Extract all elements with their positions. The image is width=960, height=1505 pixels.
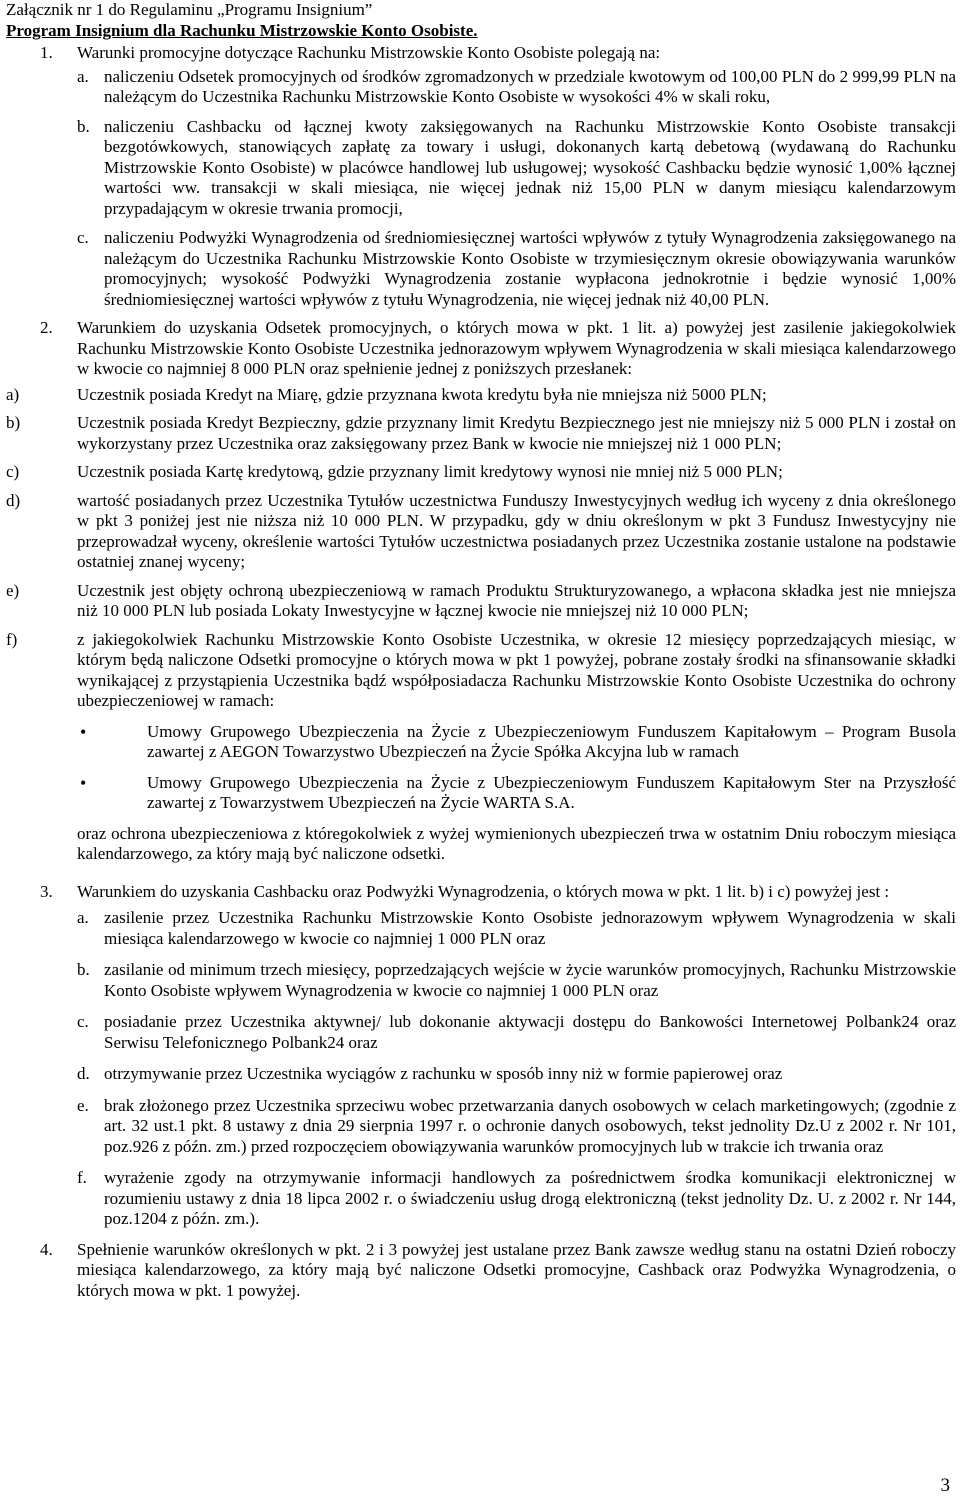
section-text: Warunkiem do uzyskania Cashbacku oraz Podwyżki Wynagrodzenia, o których mowa w pkt. 1 lit. b) i c) powyżej jest : [77,881,890,901]
section-number: 4. [40,1239,53,1259]
bullet-item [77,722,960,763]
item-label: b. [77,116,90,136]
item-label: c. [77,228,89,247]
list-item [77,1168,960,1230]
item-label: f. [77,1168,87,1187]
section-number: 2. [40,318,53,337]
condition-item [6,630,960,712]
item-text: Uczestnik posiada Kredyt Bezpieczny, gdzie przyznany limit Kredytu Bezpiecznego jest nie mniejszy niż 5 000 PLN i został on wykorzystany przez Uczestnika oraz zaksięgowany przez Bank w kwocie nie mniejszej niż 1 000 PLN; [77,413,956,453]
section-4 [6,1240,960,1302]
item-label: b) [6,413,21,432]
item-label: a. [77,66,89,86]
document-header [0,0,960,41]
bullet-icon: • [80,772,87,793]
list-item [77,117,960,220]
item-text: naliczeniu Odsetek promocyjnych od środków zgromadzonych w przedziale kwotowym od 100,00 PLN do 2 999,99 PLN na należącym do Uczestnika Rachunku Mistrzowskie Konto Osobiste w wysokości 4% w skali roku, [104,66,956,106]
item-label: d) [6,490,21,510]
section-number: 3. [40,881,53,901]
item-label: c) [6,462,20,481]
list-item [77,908,960,949]
section-text: Spełnienie warunków określonych w pkt. 2 i 3 powyżej jest ustalane przez Bank zawsze według stanu na ostatni Dzień roboczy miesiąca kalendarzowego, za który mają być naliczone Odsetki promocyjne, Cashback oraz Podwyżka Wynagrodzenia, o których mowa w pkt. 1 powyżej. [77,1239,956,1300]
item-label: b. [77,960,90,979]
section-2 [6,318,960,380]
list-item [77,1012,960,1053]
item-text: posiadanie przez Uczestnika aktywnej/ lub dokonanie aktywacji dostępu do Bankowości Internetowej Polbank24 oraz Serwisu Telefonicznego Polbank24 oraz [104,1012,956,1052]
item-label: a) [6,384,20,404]
item-text: naliczeniu Podwyżki Wynagrodzenia od średniomiesięcznej wartości wpływów z tytuły Wynagrodzenia zaksięgowanego na należącym do Uczestnika Rachunku Mistrzowskie Konto Osobiste w trzymiesięcznym okresie obowiązywania warunków promocyjnych; wysokość Podwyżki Wynagrodzenia zostanie wypłacona jednokrotnie i będzie wynosić 1,00% średniomiesięcznej wartości wpływów z tytułu Wynagrodzenia, nie więcej jednak niż 40,00 PLN. [104,228,956,309]
list-item [77,1096,960,1158]
bullet-text: Umowy Grupowego Ubezpieczenia na Życie z Ubezpieczeniowym Funduszem Kapitałowym Ster na Przyszłość zawartej z Towarzystwem Ubezpieczeń na Życie WARTA S.A. [147,772,956,812]
bullet-icon: • [80,721,87,742]
section-3 [6,882,960,903]
insurance-bullet-list [77,722,960,814]
condition-item [6,581,960,622]
condition-item [6,462,960,483]
condition-item [6,413,960,454]
item-text: brak złożonego przez Uczestnika sprzeciwu wobec przetwarzania danych osobowych w celach marketingowych; (zgodnie z art. 32 ust.1 pkt. 8 ustawy z dnia 29 sierpnia 1997 r. o ochronie danych osobowych, tekst jednolity Dz.U z 2002 r. Nr 101, poz.926 z późn. zm.) przed rozpoczęciem obowiązywania warunków promocyjnych lub w trakcie ich trwania oraz [104,1095,956,1156]
item-text: Uczestnik jest objęty ochroną ubezpieczeniową w ramach Produktu Strukturyzowanego, a wpłacona składka jest nie mniejsza niż 10 000 PLN lub posiada Lokaty Inwestycyjne w łącznej kwocie nie mniejszej niż 10 000 PLN; [77,580,956,620]
list-item [77,960,960,1001]
section-3-list [77,908,960,1230]
item-label: e. [77,1095,89,1115]
section-1 [6,43,960,64]
section-text: Warunkiem do uzyskania Odsetek promocyjnych, o których mowa w pkt. 1 lit. a) powyżej jest zasilenie jakiegokolwiek Rachunku Mistrzowskie Konto Osobiste Uczestnika jednorazowym wpływem Wynagrodzenia w skali miesiąca kalendarzowego w kwocie co najmniej 8 000 PLN oraz spełnienie jednej z poniższych przesłanek: [77,318,956,378]
item-text: wartość posiadanych przez Uczestnika Tytułów uczestnictwa Funduszy Inwestycyjnych według ich wyceny z dnia określonego w pkt 3 poniżej jest nie niższa niż 10 000 PLN. W przypadku, gdy w dniu określonym w pkt 3 Fundusz Inwestycyjny nie przeprowadzał wyceny, określenie wartości Tytułów uczestnictwa posiadanych przez Uczestnika zostanie ustalone na podstawie ostatniej znanej wyceny; [77,490,956,571]
item-label: a. [77,908,89,927]
item-text: wyrażenie zgody na otrzymywanie informacji handlowych za pośrednictwem środka komunikacji elektronicznej w rozumieniu ustawy z dnia 18 lipca 2002 r. o świadczeniu usług drogą elektroniczną (tekst jednolity Dz. U. z 2002 r. Nr 144, poz.1204 z późn. zm.). [104,1168,956,1228]
bullet-item [77,773,960,814]
list-item [77,67,960,108]
section-number: 1. [40,43,53,62]
item-label: f) [6,629,18,649]
item-label: d. [77,1064,90,1083]
item-text: otrzymywanie przez Uczestnika wyciągów z rachunku w sposób inny niż w formie papierowej oraz [104,1064,783,1083]
list-item [77,1064,960,1085]
item-text: Uczestnik posiada Kredyt na Miarę, gdzie przyznana kwota kredytu była nie mniejsza niż 5000 PLN; [77,384,767,404]
section-text: Warunki promocyjne dotyczące Rachunku Mistrzowskie Konto Osobiste polegają na: [77,43,661,62]
item-text: Uczestnik posiada Kartę kredytową, gdzie przyznany limit kredytowy wynosi nie mniej niż 5 000 PLN; [77,462,783,481]
item-label: e) [6,580,20,600]
item-text: naliczeniu Cashbacku od łącznej kwoty zaksięgowanych na Rachunku Mistrzowskie Konto Osobiste transakcji bezgotówkowych, stanowiących zapłatę za towary i usługi, dokonanych kartą debetową (wydawaną do Rachunku Mistrzowskie Konto Osobiste) w placówce handlowej lub usługowej; wysokość Cashbacku będzie wynosić 1,00% łącznej wartości ww. transakcji w skali miesiąca, nie więcej jednak niż 15,00 PLN w danym miesiącu kalendarzowym przypadającym w okresie trwania promocji, [104,116,956,218]
page-number: 3 [940,1475,950,1496]
condition-item [6,385,960,406]
insurance-closing-text: oraz ochrona ubezpieczeniowa z któregokolwiek z wyżej wymienionych ubezpieczeń trwa w ostatnim Dniu roboczym miesiąca kalendarzowego, za który mają być naliczone odsetki. [77,823,956,863]
bullet-text: Umowy Grupowego Ubezpieczenia na Życie z Ubezpieczeniowym Funduszem Kapitałowym – Program Busola zawartej z AEGON Towarzystwo Ubezpieczeń na Życie Spółka Akcyjna lub w ramach [147,721,956,761]
section-1-list [77,67,960,311]
program-title: Program Insignium dla Rachunku Mistrzowskie Konto Osobiste. [6,20,478,40]
item-text: z jakiegokolwiek Rachunku Mistrzowskie Konto Osobiste Uczestnika, w okresie 12 miesięcy poprzedzających miesiąc, w którym będą naliczone Odsetki promocyjne o których mowa w pkt 1 powyżej, pobrane zostały środki na sfinansowanie składki wynikającej z przystąpienia Uczestnika bądź współposiadacza Rachunku Mistrzowskie Konto Osobiste Uczestnika do ochrony ubezpieczeniowej w ramach: [77,629,956,710]
list-item [77,228,960,310]
section-2-conditions [0,385,960,712]
item-text: zasilanie od minimum trzech miesięcy, poprzedzających wejście w życie warunków promocyjnych, Rachunku Mistrzowskie Konto Osobiste wpływem Wynagrodzenia w kwocie co najmniej 1 000 PLN oraz [104,960,956,1000]
item-label: c. [77,1012,89,1031]
condition-item [6,491,960,573]
annex-title: Załącznik nr 1 do Regulaminu „Programu Insignium” [6,0,373,19]
item-text: zasilenie przez Uczestnika Rachunku Mistrzowskie Konto Osobiste jednorazowym wpływem Wynagrodzenia w skali miesiąca kalendarzowego w kwocie co najmniej 1 000 PLN oraz [104,908,956,948]
